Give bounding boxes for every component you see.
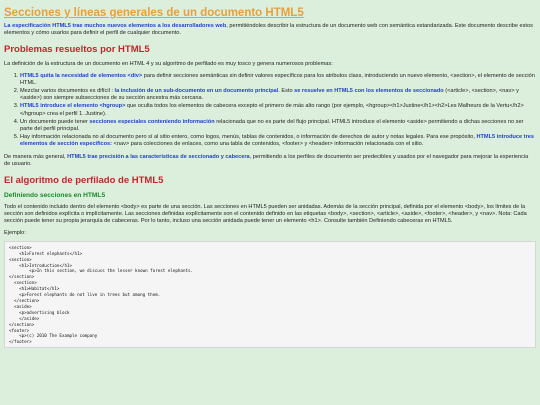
intro-text: , permitiéndoles describir la estructura de un documento web con semántica estandarizada. Este documento describe estos elementos y cómo usarlos para definir el perfil de cualquier documento. — [4, 23, 533, 37]
list-item: 4. Un documento puede tener secciones especiales conteniendo información relacionada que no es parte del flujo principal. HTML5 introduce el elemento <aside> permitiendo a dichas secciones no ser parte del perfil principal. — [20, 119, 536, 133]
problems-heading: Problemas resueltos por HTML5 — [4, 44, 150, 56]
problems-list — [4, 73, 536, 149]
defining-sections-heading: Definiendo secciones en HTML5 — [4, 192, 106, 200]
algorithm-heading: El algoritmo de perfilado de HTML5 — [4, 175, 164, 187]
intro-highlight: La especificación HTML5 trae muchos nuevos elementos a los desarrolladores web — [4, 23, 227, 29]
list-item: 1. HTML5 quita la necesidad de elementos <div> para definir secciones semánticas sin definir valores específicos para los atributos class, introduciendo un nuevo elemento, <section>, el elemento de sección HTML. — [20, 73, 536, 87]
list-item: 3. HTML5 introduce el elemento <hgroup> que oculta todos los elementos de cabecera excepto el primero de más alto rango (por ejemplo, <hgroup><h1>Justine</h1><h2>Les Malheurs de la Vertu</h2></hgroup> crea el perfil 1. Justine). — [20, 103, 536, 117]
code-example: <section> <h1>Forest elephants</h1> <section> <h1>Introduction</h1> <p>In this section, we discuss the lesser known forest elephants. </section> <section> <h1>Habitat</h1> <p>Forest elephants do not live in trees but among them. </section> <aside> <p>advertising block </aside> </section> <footer> <p>(c) 2010 The Example company </footer> — [4, 241, 536, 348]
list-item: 5. Hay información relacionada no al documento pero sí al sitio entero, como logos, menús, tablas de contenidos, o información de derechos de autor y notas legales. Para ese propósito, HTML5 introduce tres elementos de sección específicos: <nav> para colecciones de enlaces, como una tabla de contenidos, <footer> y <header> información relacionada con el sitio. — [20, 134, 536, 148]
defining-sections-text: Todo el contenido incluido dentro del elemento <body> es parte de una sección. Las secciones en HTML5 pueden ser anidadas. Además de la sección principal, definida por el elemento <body>, los límites de la sección son definidos explícita o implícitamente. Las secciones definidas explícitamente son el contenido definido en las etiquetas <body>, <section>, <article>, <aside>, <footer>, <header>, y <nav>. Nota: Cada sección puede tener su propia jerarquía de cabeceras. Por lo tanto, incluso una sección anidada puede tener un elemento <h1>. Consulte también Definiendo cabeceras en HTML5. — [4, 204, 527, 225]
list-item: 2. Mezclar varios documentos es difícil : la inclusión de un sub-documento en un documento principal. Esto se resuelve en HTML5 con los elementos de seccionado (<article>, <section>, <nav> y <aside>) son siempre subsecciones de su sección ancestra más cercana. — [20, 88, 536, 102]
page-title[interactable]: Secciones y líneas generales de un documento HTML5 — [4, 7, 304, 19]
summary-paragraph: De manera más general, HTML5 trae precisión a las características de seccionado y cabecera, permitiendo a los perfiles de documento ser predecibles y usados por el navegador para mejorar la experiencia de usuario. — [4, 153, 529, 167]
intro-paragraph — [4, 23, 536, 37]
example-label: Ejemplo: — [4, 229, 26, 236]
problems-intro: La definición de la estructura de un documento en HTML 4 y su algoritmo de perfilado es muy tosco y genera numerosos problemas: — [4, 61, 333, 68]
